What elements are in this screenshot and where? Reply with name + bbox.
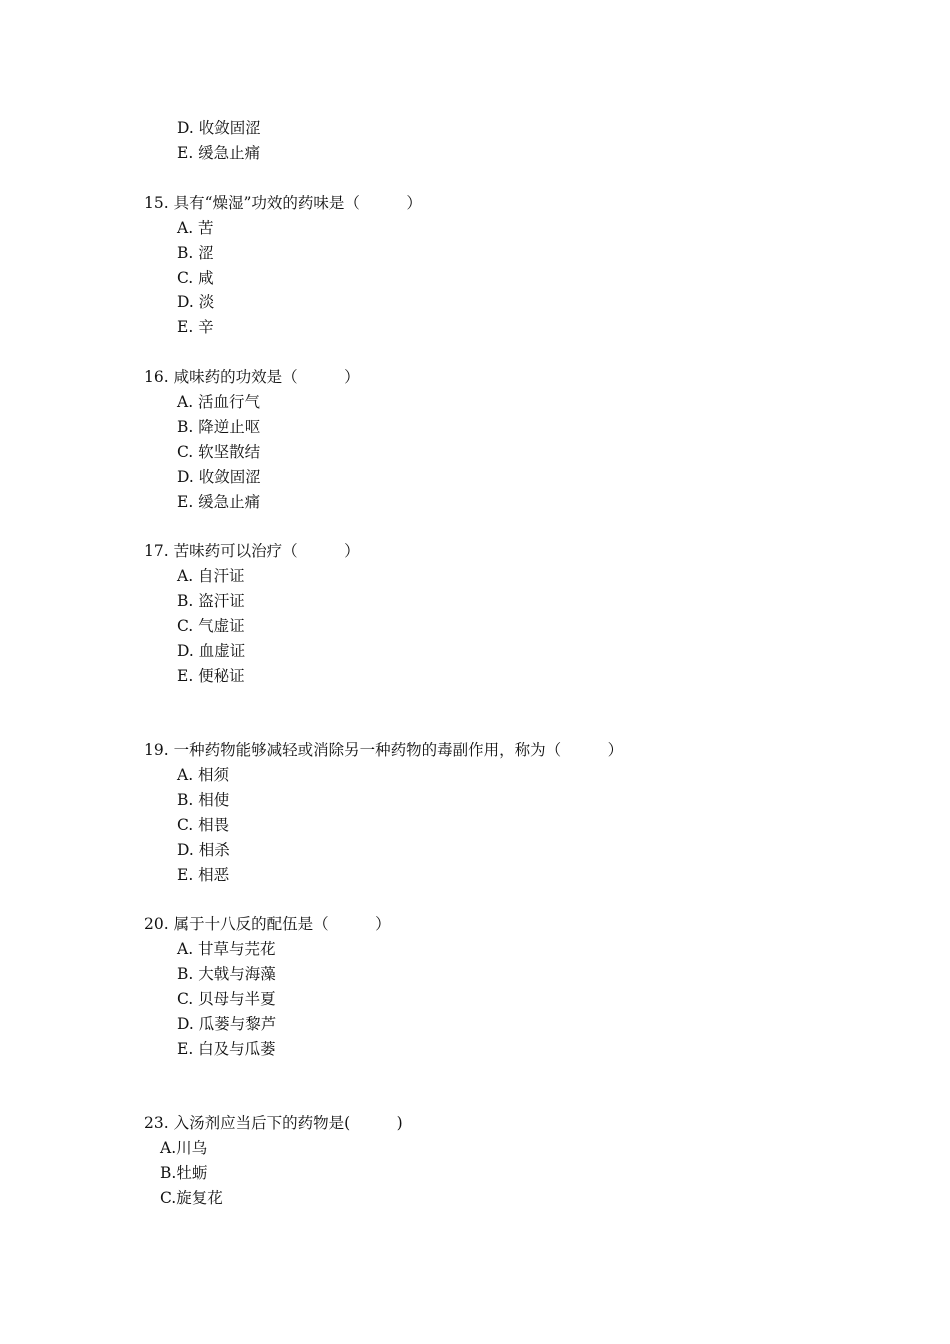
option-b: B.牡蛎 [160,1164,208,1182]
option-e: E. 相恶 [177,866,230,884]
option-e: E. 便秘证 [177,667,245,685]
question-stem: 15. 具有“燥湿”功效的药味是（ ） [144,194,422,212]
option-c: C. 气虚证 [177,617,245,635]
option-c: C. 贝母与半夏 [177,990,276,1008]
option-d: D. 瓜蒌与黎芦 [177,1015,277,1033]
question-stem: 17. 苦味药可以治疗（ ） [144,542,360,560]
option-b: B. 降逆止呕 [177,418,261,436]
option-d: D. 相杀 [177,841,230,859]
option-e-continued: E. 缓急止痛 [177,144,261,162]
question-stem: 20. 属于十八反的配伍是（ ） [144,915,391,933]
option-b: B. 相使 [177,791,230,809]
option-e: E. 辛 [177,318,214,336]
option-d-continued: D. 收敛固涩 [177,119,261,137]
option-a: A. 甘草与芫花 [177,940,276,958]
option-b: B. 大戟与海藻 [177,965,276,983]
option-e: E. 缓急止痛 [177,493,261,511]
question-stem: 23. 入汤剂应当后下的药物是( ) [144,1114,403,1132]
option-a: A. 相须 [177,766,230,784]
option-c: C. 咸 [177,269,214,287]
question-stem: 16. 咸味药的功效是（ ） [144,368,360,386]
option-b: B. 涩 [177,244,214,262]
option-b: B. 盗汗证 [177,592,245,610]
option-c: C. 软坚散结 [177,443,261,461]
option-a: A.川乌 [160,1139,208,1157]
question-stem: 19. 一种药物能够减轻或消除另一种药物的毒副作用，称为（ ） [144,741,624,759]
option-d: D. 收敛固涩 [177,468,261,486]
option-a: A. 自汗证 [177,567,245,585]
option-c: C. 相畏 [177,816,230,834]
option-d: D. 淡 [177,293,215,311]
option-e: E. 白及与瓜蒌 [177,1040,276,1058]
option-c: C.旋复花 [160,1189,223,1207]
option-d: D. 血虚证 [177,642,246,660]
option-a: A. 苦 [177,219,214,237]
option-a: A. 活血行气 [177,393,261,411]
